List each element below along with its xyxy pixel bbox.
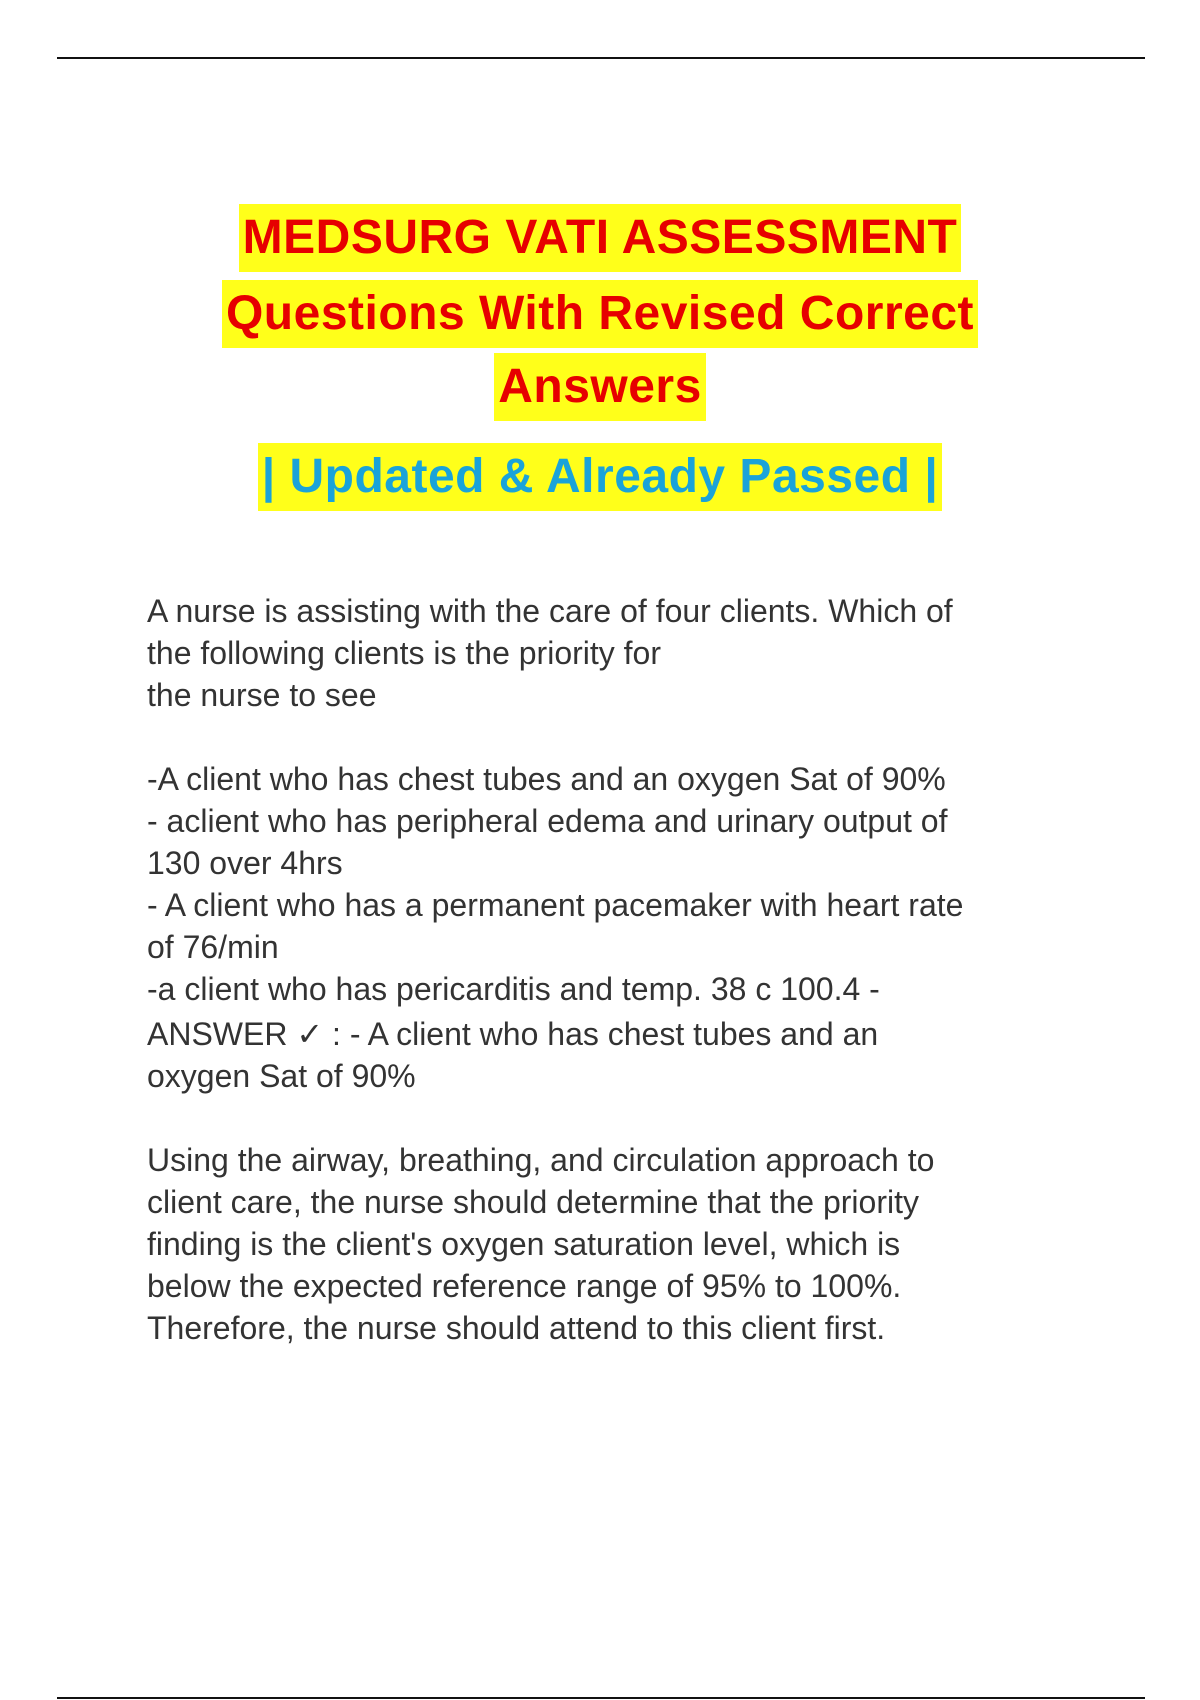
question-line: A nurse is assisting with the care of four clients. Which of [147,593,953,629]
subtitle [0,443,1200,511]
question-line: the nurse to see [147,677,377,713]
rationale-line: Using the airway, breathing, and circulation approach to [147,1142,935,1178]
question-line: the following clients is the priority for [147,635,661,671]
bottom-rule [57,1697,1145,1699]
top-rule [57,57,1145,59]
rationale-line: below the expected reference range of 95% to 100%. [147,1268,902,1304]
rationale-line: client care, the nurse should determine that the priority [147,1184,919,1220]
option-line: of 76/min [147,929,279,965]
answer-line: ANSWER ✓ : - A client who has chest tubes and an [147,1016,879,1052]
question-block [147,590,1107,1349]
subtitle-text: | Updated & Already Passed | [258,443,943,511]
title-line-1 [0,204,1200,272]
option-line: - A client who has a permanent pacemaker with heart rate [147,887,964,923]
rationale-line: finding is the client's oxygen saturation level, which is [147,1226,901,1262]
option-line: -a client who has pericarditis and temp. 38 c 100.4 - [147,971,880,1007]
title-line-3 [0,353,1200,421]
title-line-2 [0,280,1200,348]
rationale-line: Therefore, the nurse should attend to this client first. [147,1310,886,1346]
option-line: 130 over 4hrs [147,845,343,881]
option-line: -A client who has chest tubes and an oxygen Sat of 90% [147,761,946,797]
option-line: - aclient who has peripheral edema and urinary output of [147,803,948,839]
title-text: MEDSURG VATI ASSESSMENT [239,204,962,272]
answer-line: oxygen Sat of 90% [147,1058,416,1094]
title-text: Questions With Revised Correct [222,280,978,348]
title-text: Answers [494,353,706,421]
